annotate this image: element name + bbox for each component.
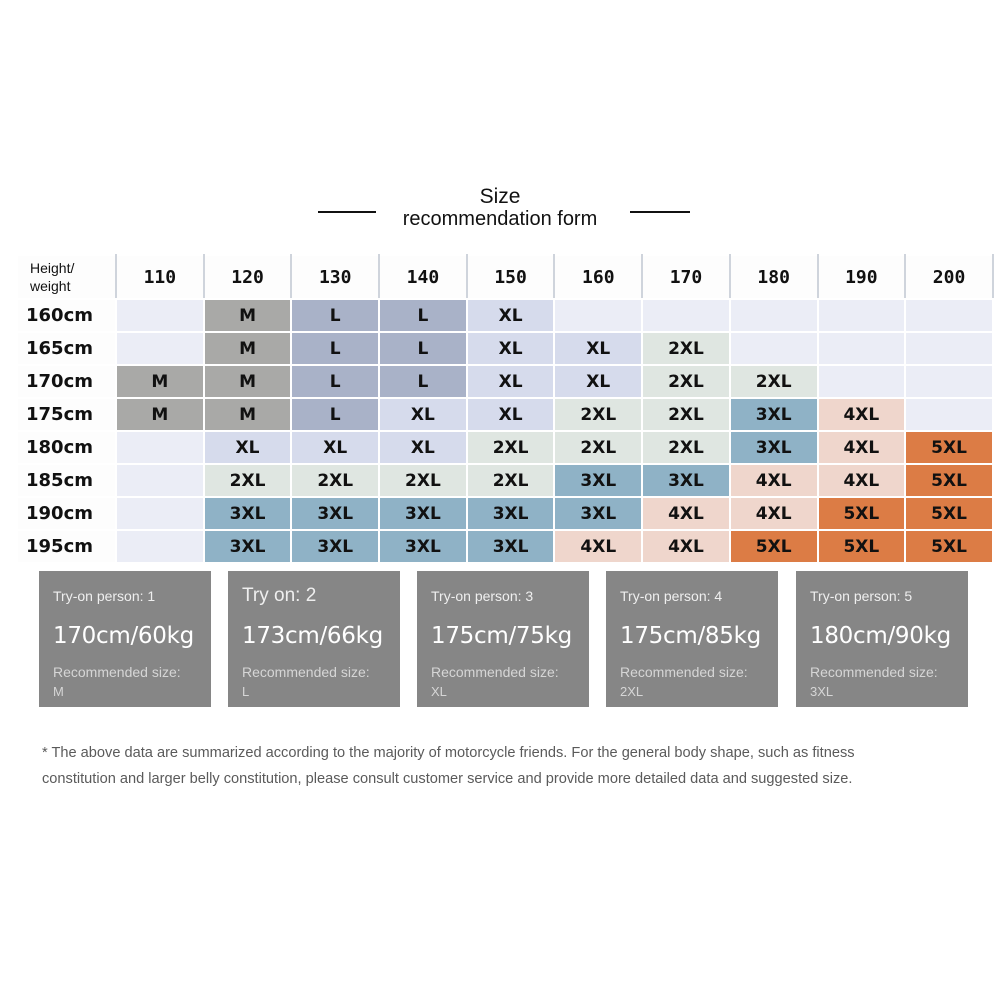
- size-cell: 4XL: [642, 530, 730, 563]
- try-on-card: [417, 571, 589, 707]
- size-cell: [818, 365, 906, 398]
- size-cell: 3XL: [554, 497, 642, 530]
- size-cell: 4XL: [730, 464, 818, 497]
- recommended-size-label: Recommended size:: [620, 664, 748, 680]
- size-cell: L: [291, 365, 379, 398]
- size-cell: 5XL: [905, 530, 993, 563]
- size-cell: 5XL: [730, 530, 818, 563]
- size-cell: 2XL: [642, 332, 730, 365]
- size-cell: 5XL: [905, 497, 993, 530]
- title-line-1: Size: [479, 185, 521, 208]
- size-cell: 2XL: [642, 398, 730, 431]
- size-cell: [554, 299, 642, 332]
- size-row: [17, 431, 993, 464]
- size-cell: 2XL: [554, 398, 642, 431]
- recommended-size-value: L: [242, 684, 250, 699]
- size-row: [17, 332, 993, 365]
- size-cell: [116, 497, 204, 530]
- size-cell: 3XL: [467, 497, 555, 530]
- size-cell: 3XL: [642, 464, 730, 497]
- size-cell: [116, 530, 204, 563]
- title-rule-right: [630, 211, 690, 213]
- recommended-size-value: XL: [431, 684, 447, 699]
- size-cell: 4XL: [642, 497, 730, 530]
- weight-header: 190: [818, 255, 906, 299]
- size-cell: L: [379, 365, 467, 398]
- size-cell: 5XL: [905, 431, 993, 464]
- size-cell: 4XL: [554, 530, 642, 563]
- weight-header: 110: [116, 255, 204, 299]
- size-cell: 4XL: [818, 464, 906, 497]
- weight-header: 170: [642, 255, 730, 299]
- footnote-line-2: constitution and larger belly constitution, please consult customer service and provide more detailed data and suggested size.: [42, 771, 853, 787]
- size-cell: 3XL: [730, 398, 818, 431]
- footnote-line-1: * The above data are summarized according to the majority of motorcycle friends. For the general body shape, such as fitness: [42, 745, 855, 761]
- height-label: 185cm: [17, 464, 116, 497]
- size-cell: L: [379, 299, 467, 332]
- size-cell: [116, 464, 204, 497]
- height-label: 160cm: [17, 299, 116, 332]
- size-cell: 2XL: [642, 431, 730, 464]
- height-label: 180cm: [17, 431, 116, 464]
- size-cell: [905, 365, 993, 398]
- size-cell: 3XL: [554, 464, 642, 497]
- recommended-size-value: 2XL: [620, 684, 644, 699]
- corner-label: [17, 255, 116, 299]
- size-cell: 3XL: [291, 497, 379, 530]
- size-cell: [730, 332, 818, 365]
- try-on-card: [228, 571, 400, 707]
- size-cell: 2XL: [204, 464, 292, 497]
- recommended-size-label: Recommended size:: [431, 664, 559, 680]
- form-title: [0, 186, 1000, 230]
- height-label: 170cm: [17, 365, 116, 398]
- size-cell: [116, 299, 204, 332]
- try-on-cards: [0, 571, 1000, 707]
- recommended-size-label: Recommended size:: [810, 664, 938, 680]
- weight-header: 200: [905, 255, 993, 299]
- size-cell: [905, 332, 993, 365]
- recommended-size-label: Recommended size:: [53, 664, 181, 680]
- height-label: 175cm: [17, 398, 116, 431]
- try-on-measurement: 175cm/85kg: [620, 623, 761, 649]
- size-row: [17, 299, 993, 332]
- try-on-measurement: 173cm/66kg: [242, 623, 383, 649]
- title-line-2: recommendation form: [402, 208, 598, 230]
- size-cell: XL: [379, 431, 467, 464]
- size-cell: 4XL: [818, 398, 906, 431]
- size-cell: 2XL: [467, 431, 555, 464]
- size-cell: 2XL: [467, 464, 555, 497]
- try-on-measurement: 170cm/60kg: [53, 623, 194, 649]
- size-cell: XL: [379, 398, 467, 431]
- size-cell: 2XL: [730, 365, 818, 398]
- size-cell: 5XL: [818, 530, 906, 563]
- size-cell: 5XL: [905, 464, 993, 497]
- try-on-label: Try-on person: 4: [620, 588, 723, 604]
- size-cell: 3XL: [291, 530, 379, 563]
- size-cell: 3XL: [730, 431, 818, 464]
- try-on-measurement: 175cm/75kg: [431, 623, 572, 649]
- try-on-measurement: 180cm/90kg: [810, 623, 951, 649]
- size-cell: 2XL: [379, 464, 467, 497]
- try-on-label: Try on: 2: [242, 585, 317, 606]
- size-cell: M: [204, 365, 292, 398]
- try-on-card: [39, 571, 211, 707]
- size-cell: M: [204, 332, 292, 365]
- size-cell: [905, 398, 993, 431]
- size-table-header: [17, 255, 993, 299]
- weight-header: 140: [379, 255, 467, 299]
- size-cell: XL: [467, 299, 555, 332]
- size-cell: M: [116, 398, 204, 431]
- size-row: [17, 464, 993, 497]
- size-cell: 3XL: [204, 497, 292, 530]
- size-cell: 3XL: [204, 530, 292, 563]
- title-rule-left: [318, 211, 376, 213]
- corner-label-weight: weight: [30, 278, 71, 294]
- size-cell: [116, 431, 204, 464]
- try-on-card: [606, 571, 778, 707]
- height-label: 165cm: [17, 332, 116, 365]
- recommended-size-value: 3XL: [810, 684, 834, 699]
- try-on-label: Try-on person: 5: [810, 588, 913, 604]
- size-row: [17, 530, 993, 563]
- size-cell: L: [291, 398, 379, 431]
- size-cell: 2XL: [642, 365, 730, 398]
- try-on-label: Try-on person: 3: [431, 588, 534, 604]
- corner-label-height: Height/: [30, 260, 75, 276]
- height-label: 190cm: [17, 497, 116, 530]
- weight-header: 180: [730, 255, 818, 299]
- weight-header: 130: [291, 255, 379, 299]
- size-cell: L: [379, 332, 467, 365]
- size-cell: M: [204, 398, 292, 431]
- size-cell: [642, 299, 730, 332]
- size-cell: M: [204, 299, 292, 332]
- size-cell: 4XL: [730, 497, 818, 530]
- size-cell: [818, 332, 906, 365]
- size-table: [16, 254, 994, 564]
- size-cell: 3XL: [467, 530, 555, 563]
- size-cell: L: [291, 332, 379, 365]
- size-cell: [116, 332, 204, 365]
- weight-header: 120: [204, 255, 292, 299]
- size-cell: [905, 299, 993, 332]
- size-cell: XL: [554, 332, 642, 365]
- try-on-card: [796, 571, 968, 707]
- size-cell: XL: [467, 398, 555, 431]
- size-cell: L: [291, 299, 379, 332]
- try-on-label: Try-on person: 1: [53, 588, 156, 604]
- size-cell: 3XL: [379, 497, 467, 530]
- size-cell: XL: [554, 365, 642, 398]
- recommended-size-label: Recommended size:: [242, 664, 370, 680]
- size-table-body: [17, 299, 993, 563]
- size-cell: 5XL: [818, 497, 906, 530]
- height-label: 195cm: [17, 530, 116, 563]
- size-cell: [818, 299, 906, 332]
- size-cell: 2XL: [554, 431, 642, 464]
- size-cell: XL: [467, 332, 555, 365]
- footnote: [42, 740, 962, 792]
- size-cell: [730, 299, 818, 332]
- size-cell: 3XL: [379, 530, 467, 563]
- recommended-size-value: M: [53, 684, 64, 699]
- size-cell: M: [116, 365, 204, 398]
- weight-header: 150: [467, 255, 555, 299]
- size-cell: 4XL: [818, 431, 906, 464]
- size-cell: XL: [291, 431, 379, 464]
- size-row: [17, 398, 993, 431]
- size-row: [17, 365, 993, 398]
- size-cell: XL: [204, 431, 292, 464]
- size-row: [17, 497, 993, 530]
- size-cell: XL: [467, 365, 555, 398]
- weight-header: 160: [554, 255, 642, 299]
- size-cell: 2XL: [291, 464, 379, 497]
